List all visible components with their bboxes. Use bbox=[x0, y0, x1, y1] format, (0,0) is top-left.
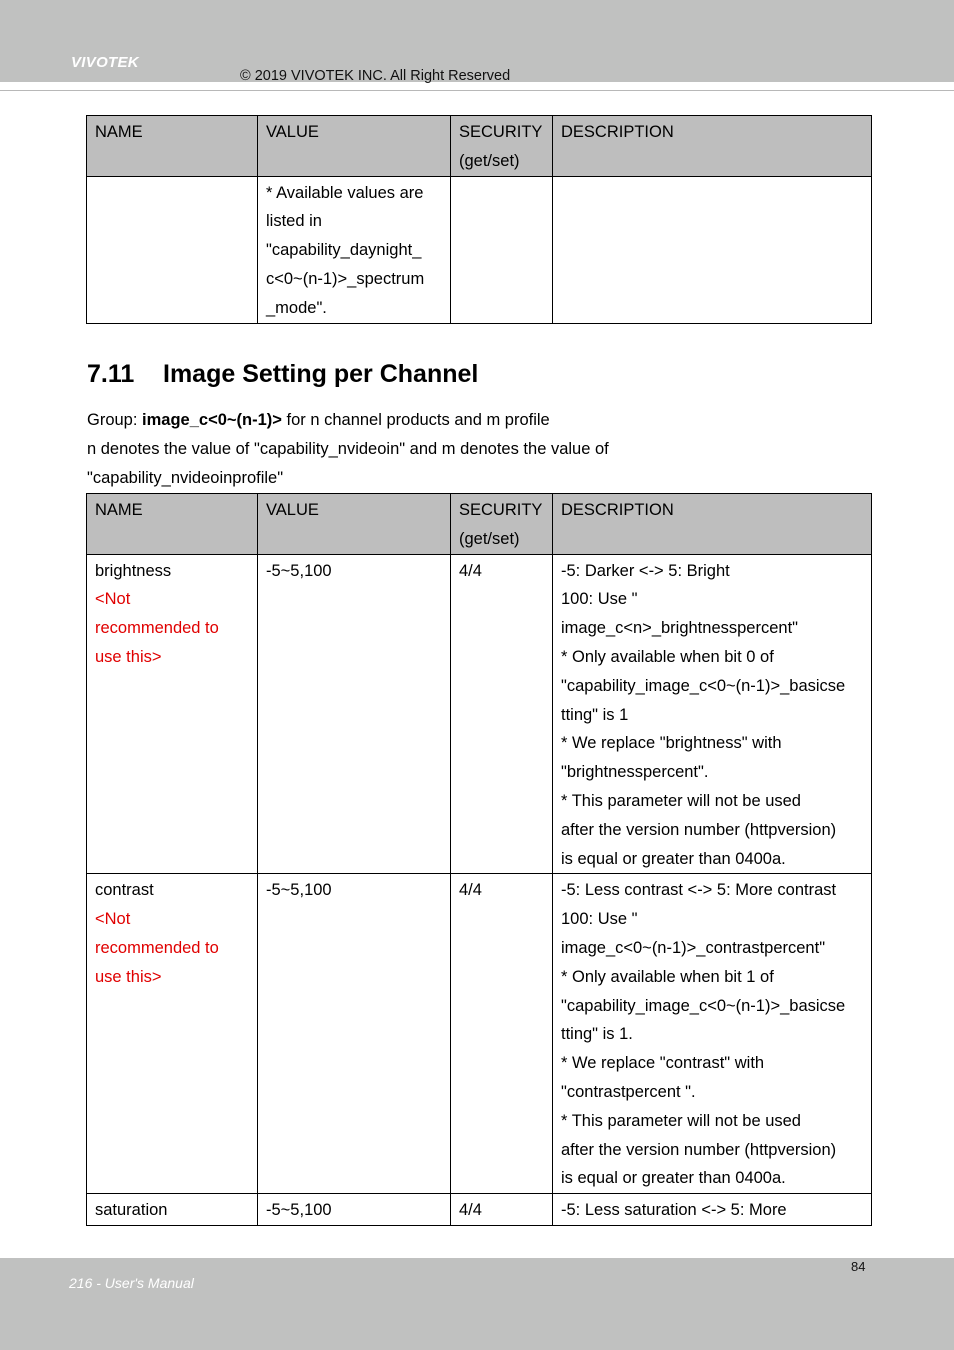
section-number: 7.11 bbox=[87, 360, 135, 388]
description-line: -5: Less contrast <-> 5: More contrast bbox=[561, 881, 837, 900]
description-line: * Only available when bit 1 of bbox=[561, 967, 774, 986]
group-label: Group: bbox=[87, 411, 143, 429]
parameter-table-continued bbox=[86, 115, 872, 324]
not-recommended-note: <Not bbox=[95, 910, 131, 929]
header-security bbox=[451, 116, 553, 177]
value-line: "capability_daynight_ bbox=[266, 241, 422, 260]
table-row bbox=[87, 176, 872, 323]
description-line: image_c<0~(n-1)>_contrastpercent" bbox=[561, 938, 826, 957]
cell-name bbox=[87, 176, 258, 323]
footer-band bbox=[0, 1258, 954, 1350]
header-description: DESCRIPTION bbox=[553, 116, 872, 177]
cell-value bbox=[258, 176, 451, 323]
not-recommended-note: use this> bbox=[95, 967, 162, 986]
cell-description bbox=[553, 874, 872, 1194]
description-line: after the version number (httpversion) bbox=[561, 1140, 837, 1159]
description-line: "capability_image_c<0~(n-1)>_basicse bbox=[561, 996, 846, 1015]
description-line: is equal or greater than 0400a. bbox=[561, 1169, 786, 1188]
header-security-line: (get/set) bbox=[459, 529, 520, 548]
image-setting-table bbox=[86, 493, 872, 1226]
header-divider bbox=[0, 90, 954, 91]
description-line: -5: Less saturation <-> 5: More bbox=[561, 1201, 787, 1220]
value-line: listed in bbox=[266, 212, 322, 231]
section-title: Image Setting per Channel bbox=[163, 360, 479, 388]
table-row bbox=[87, 554, 872, 874]
group-name: image_c<0~(n-1)> bbox=[142, 411, 282, 429]
cell-security bbox=[451, 176, 553, 323]
description-line: tting" is 1. bbox=[561, 1025, 633, 1044]
section-intro bbox=[87, 406, 887, 493]
cell-name bbox=[87, 1194, 258, 1226]
description-line: "capability_image_c<0~(n-1)>_basicse bbox=[561, 676, 846, 695]
value-line: _mode". bbox=[266, 298, 327, 317]
header-value: VALUE bbox=[258, 116, 451, 177]
header-description: DESCRIPTION bbox=[553, 494, 872, 555]
not-recommended-note: <Not bbox=[95, 590, 131, 609]
copyright-text: © 2019 VIVOTEK INC. All Right Reserved bbox=[240, 68, 511, 84]
header-security-line: SECURITY bbox=[459, 501, 543, 519]
description-line: image_c<n>_brightnesspercent" bbox=[561, 619, 799, 638]
param-name: contrast bbox=[95, 881, 154, 900]
section-heading bbox=[87, 360, 478, 389]
param-name: brightness bbox=[95, 561, 172, 580]
cell-description bbox=[553, 176, 872, 323]
header-name: NAME bbox=[87, 116, 258, 177]
value-line: * Available values are bbox=[266, 183, 424, 202]
param-name: saturation bbox=[95, 1201, 168, 1220]
description-line: "contrastpercent ". bbox=[561, 1082, 696, 1101]
cell-security: 4/4 bbox=[451, 554, 553, 874]
group-suffix: for n channel products and m profile bbox=[281, 411, 550, 429]
cell-security: 4/4 bbox=[451, 1194, 553, 1226]
group-line bbox=[87, 406, 887, 435]
header-name: NAME bbox=[87, 494, 258, 555]
table-row bbox=[87, 1194, 872, 1226]
intro-line: n denotes the value of "capability_nvideoin" and m denotes the value of bbox=[87, 440, 609, 458]
cell-value: -5~5,100 bbox=[258, 874, 451, 1194]
description-line: "brightnesspercent". bbox=[561, 763, 709, 782]
description-line: 100: Use " bbox=[561, 590, 638, 609]
header-security-line: SECURITY bbox=[459, 123, 543, 141]
value-line: c<0~(n-1)>_spectrum bbox=[266, 269, 425, 288]
table-row bbox=[87, 874, 872, 1194]
description-line: * We replace "brightness" with bbox=[561, 734, 782, 753]
intro-line: "capability_nvideoinprofile" bbox=[87, 469, 284, 487]
header-security bbox=[451, 494, 553, 555]
description-line: * Only available when bit 0 of bbox=[561, 647, 774, 666]
description-line: 100: Use " bbox=[561, 910, 638, 929]
page-number: 84 bbox=[851, 1259, 866, 1274]
cell-value: -5~5,100 bbox=[258, 1194, 451, 1226]
description-line: is equal or greater than 0400a. bbox=[561, 849, 786, 868]
cell-description bbox=[553, 1194, 872, 1226]
not-recommended-note: recommended to bbox=[95, 619, 219, 638]
not-recommended-note: use this> bbox=[95, 647, 162, 666]
description-line: -5: Darker <-> 5: Bright bbox=[561, 561, 730, 580]
brand-logo: VIVOTEK bbox=[71, 54, 139, 71]
description-line: after the version number (httpversion) bbox=[561, 820, 837, 839]
not-recommended-note: recommended to bbox=[95, 938, 219, 957]
description-line: * This parameter will not be used bbox=[561, 791, 801, 810]
cell-security: 4/4 bbox=[451, 874, 553, 1194]
cell-description bbox=[553, 554, 872, 874]
cell-name bbox=[87, 554, 258, 874]
header-security-line: (get/set) bbox=[459, 151, 520, 170]
cell-value: -5~5,100 bbox=[258, 554, 451, 874]
header-value: VALUE bbox=[258, 494, 451, 555]
footer-manual-label: 216 - User's Manual bbox=[69, 1275, 194, 1291]
description-line: * We replace "contrast" with bbox=[561, 1054, 765, 1073]
description-line: tting" is 1 bbox=[561, 705, 629, 724]
description-line: * This parameter will not be used bbox=[561, 1111, 801, 1130]
cell-name bbox=[87, 874, 258, 1194]
